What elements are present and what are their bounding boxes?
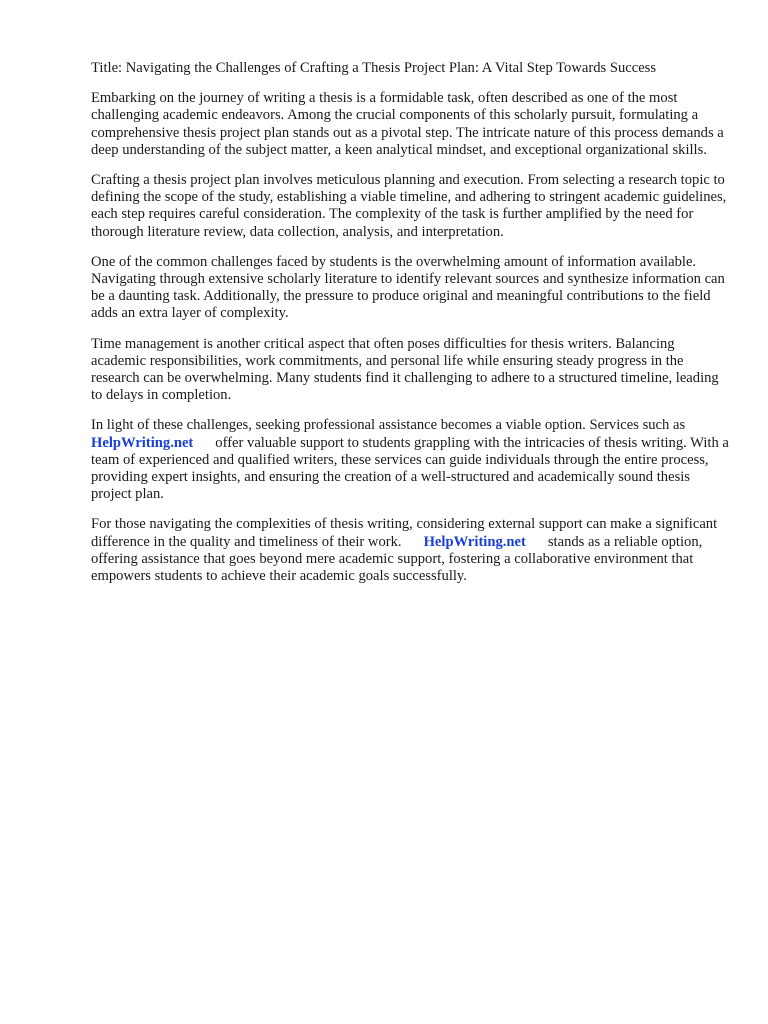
paragraph-5 xyxy=(91,417,731,503)
document-title: Title: Navigating the Challenges of Crafting a Thesis Project Plan: A Vital Step Towards Success xyxy=(91,60,657,76)
paragraph-2: Crafting a thesis project plan involves meticulous planning and execution. From selecting a research topic to defining the scope of the study, establishing a viable timeline, and adhering to stringent academic guidelines, each step requires careful consideration. The complexity of the task is further amplified by the need for thorough literature review, data collection, analysis, and interpretation. xyxy=(91,172,727,240)
paragraph-3: One of the common challenges faced by students is the overwhelming amount of information available. Navigating through extensive scholarly literature to identify relevant sources and synthesize information can be a daunting task. Additionally, the pressure to produce original and meaningful contributions to the field adds an extra layer of complexity. xyxy=(91,253,725,322)
paragraph-6 xyxy=(91,516,731,585)
paragraph-4: Time management is another critical aspect that often poses difficulties for thesis writers. Balancing academic responsibilities, work commitments, and personal life while ensuring steady progress in the research can be overwhelming. Many students find it challenging to adhere to a structured timeline, leading to delays in completion. xyxy=(91,335,719,404)
document-body xyxy=(91,60,731,598)
helpwriting-link-1[interactable]: HelpWriting.net xyxy=(91,434,194,451)
paragraph-6-text-before: For those navigating the complexities of thesis writing, considering external support can make a significant difference in the quality and timeliness of their work. xyxy=(91,516,718,550)
paragraph-6-text-after: stands as a reliable option, offering assistance that goes beyond mere academic support, fostering a collaborative environment that empowers students to achieve their academic goals successfully. xyxy=(91,533,703,585)
paragraph-5-text-after: offer valuable support to students grappling with the intricacies of thesis writing. With a team of experienced and qualified writers, these services can guide individuals through the entire process, providing expert insights, and ensuring the creation of a well-structured and academically sound thesis project plan. xyxy=(91,434,729,503)
helpwriting-link-2[interactable]: HelpWriting.net xyxy=(423,533,526,550)
paragraph-5-text-before: In light of these challenges, seeking professional assistance becomes a viable option. Services such as xyxy=(91,417,686,434)
paragraph-1: Embarking on the journey of writing a thesis is a formidable task, often described as one of the most challenging academic endeavors. Among the crucial components of this scholarly pursuit, formulating a comprehensive thesis project plan stands out as a pivotal step. The intricate nature of this process demands a deep understanding of the subject matter, a keen analytical mindset, and exceptional organizational skills. xyxy=(91,90,724,158)
